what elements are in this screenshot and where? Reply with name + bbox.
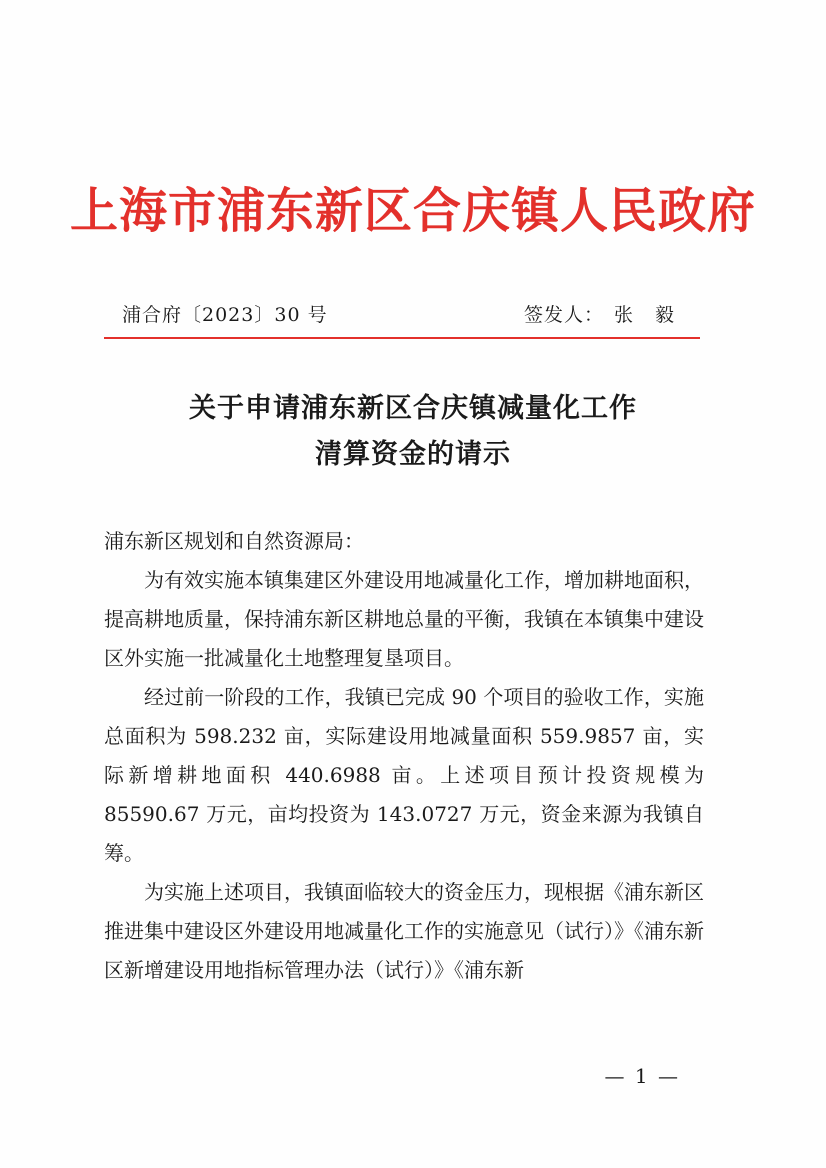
body-paragraph: 为有效实施本镇集建区外建设用地减量化工作，增加耕地面积，提高耕地质量，保持浦东新区耕地总量的平衡，我镇在本镇集中建设区外实施一批减量化土地整理复垦项目。 [104, 568, 704, 670]
page-number: — 1 — [604, 1064, 680, 1088]
document-title-line-1: 关于申请浦东新区合庆镇减量化工作 [189, 393, 637, 424]
addressee: 浦东新区规划和自然资源局： [104, 529, 364, 553]
body-paragraph: 为实施上述项目，我镇面临较大的资金压力，现根据《浦东新区推进集中建设区外建设用地减量化工作的实施意见（试行）》《浦东新区新增建设用地指标管理办法（试行）》《浦东新 [104, 880, 704, 982]
signer-label: 签发人： [523, 304, 604, 326]
body-paragraph: 经过前一阶段的工作，我镇已完成 90 个项目的验收工作，实施总面积为 598.232 亩，实际建设用地减量面积 559.9857 亩，实际新增耕地面积 440.6988 亩。上述项目预计投资规模为 85590.67 万元，亩均投资为 143.0727 万元，资金来源为我镇自筹。 [104, 685, 704, 865]
signer-name: 张 毅 [613, 304, 682, 326]
red-divider-line [104, 337, 700, 339]
masthead-title: 上海市浦东新区合庆镇人民政府 [69, 183, 756, 239]
document-title-line-2: 清算资金的请示 [315, 439, 511, 470]
document-number: 浦合府〔2023〕30 号 [122, 304, 328, 326]
signer-block [524, 300, 682, 327]
document-body [104, 522, 704, 990]
